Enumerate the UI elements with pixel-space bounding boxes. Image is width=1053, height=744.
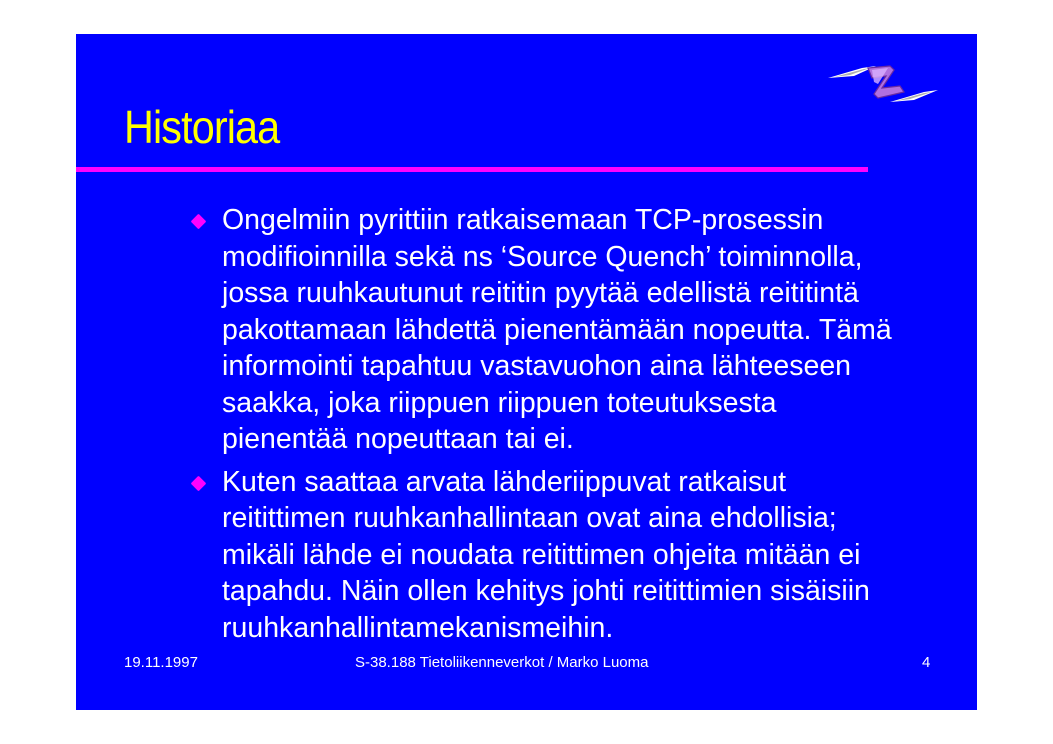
bullet-text: Kuten saattaa arvata lähderiippuvat ratkaisut reitittimen ruuhkanhallintaan ovat aina ehdollisia; mikäli lähde ei noudata reitittimen ohjeita mitään ei tapahdu. Näin ollen kehitys johti reitittimien sisäisiin ruuhkanhallintamekanismeihin.	[222, 465, 870, 644]
diamond-bullet-icon	[191, 475, 207, 491]
page-number: 4	[922, 654, 931, 671]
footer-date: 19.11.1997	[124, 654, 198, 671]
list-item	[186, 202, 946, 458]
title-underline	[76, 167, 868, 172]
list-item	[186, 464, 946, 647]
slide-title: Historiaa	[124, 101, 280, 153]
footer-course: S-38.188 Tietoliikenneverkot / Marko Luoma	[355, 654, 649, 671]
stylized-z-logo-icon	[824, 62, 940, 112]
diamond-bullet-icon	[191, 214, 207, 230]
bullet-list	[186, 202, 946, 652]
bullet-text: Ongelmiin pyrittiin ratkaisemaan TCP-prosessin modifioinnilla sekä ns ‘Source Quench’ toiminnolla, jossa ruuhkautunut reititin pyytää edellistä reititintä pakottamaan lähdettä pienentämään nopeutta. Tämä informointi tapahtuu vastavuohon aina lähteeseen saakka, joka riippuen riippuen toteutuksesta pienentää nopeuttaan tai ei.	[222, 204, 892, 455]
slide	[76, 34, 977, 710]
